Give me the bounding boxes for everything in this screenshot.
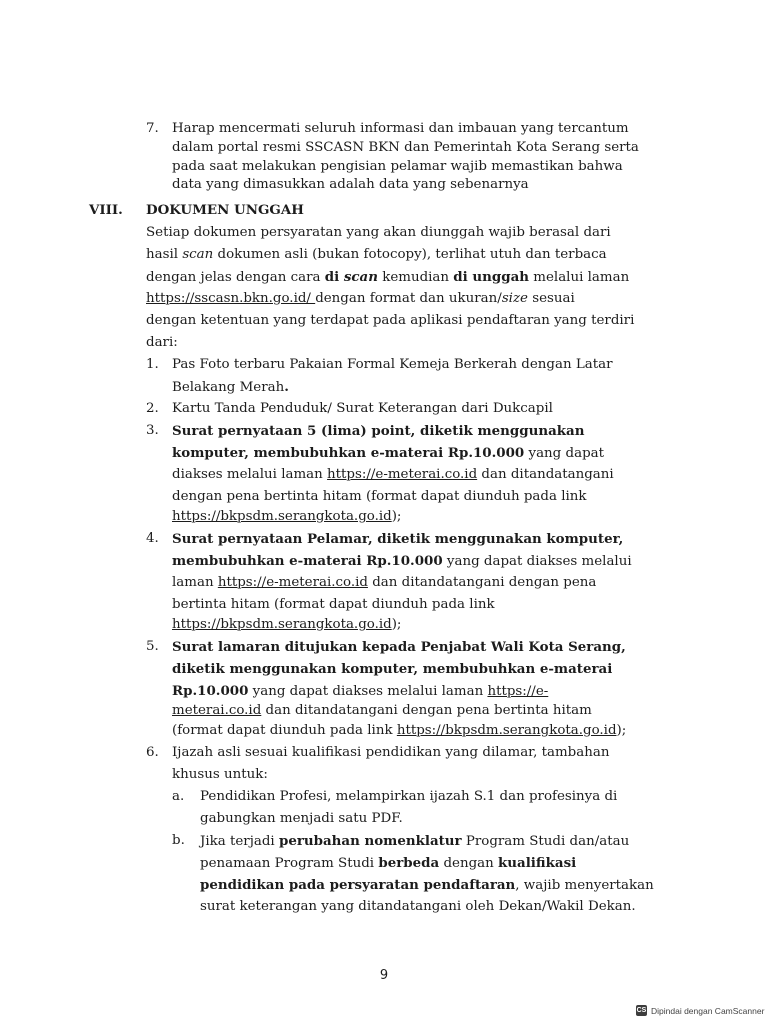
item-line: Ijazah asli sesuai kualifikasi pendidikan yang dilamar, tambahan bbox=[172, 745, 610, 760]
item-line: Kartu Tanda Penduduk/ Surat Keterangan dari Dukcapil bbox=[172, 401, 553, 416]
bkpsdm-link[interactable]: https://bkpsdm.serangkota.go.id bbox=[172, 509, 392, 524]
item-line: Surat pernyataan Pelamar, diketik menggunakan komputer, bbox=[172, 531, 624, 547]
item-number: 7. bbox=[146, 121, 159, 136]
item-line: Pas Foto terbaru Pakaian Formal Kemeja Berkerah dengan Latar bbox=[172, 357, 613, 372]
item-line: Rp.10.000 yang dapat diakses melalui laman https://e- bbox=[172, 683, 549, 699]
paragraph-line: https://sscasn.bkn.go.id/ dengan format dan ukuran/size sesuai bbox=[146, 291, 575, 306]
paragraph-line: dengan ketentuan yang terdapat pada aplikasi pendaftaran yang terdiri bbox=[146, 313, 635, 328]
subitem-line: Jika terjadi perubahan nomenklatur Program Studi dan/atau bbox=[200, 833, 630, 849]
subitem-letter: b. bbox=[172, 833, 185, 848]
item-line: https://bkpsdm.serangkota.go.id); bbox=[172, 509, 402, 524]
item-line: laman https://e-meterai.co.id dan ditandatangani dengan pena bbox=[172, 575, 597, 590]
e-meterai-link-cont[interactable]: meterai.co.id bbox=[172, 703, 262, 718]
item-number: 6. bbox=[146, 745, 159, 760]
subitem-line: Pendidikan Profesi, melampirkan ijazah S.1 dan profesinya di bbox=[200, 789, 618, 804]
item-number: 5. bbox=[146, 639, 159, 654]
item-line: komputer, membubuhkan e-materai Rp.10.000 yang dapat bbox=[172, 445, 604, 461]
item-line: data yang dimasukkan adalah data yang sebenarnya bbox=[172, 177, 529, 192]
item-line: diakses melalui laman https://e-meterai.co.id dan ditandatangani bbox=[172, 467, 614, 482]
section-title: DOKUMEN UNGGAH bbox=[146, 202, 304, 218]
subitem-line: pendidikan pada persyaratan pendaftaran, wajib menyertakan bbox=[200, 877, 654, 893]
item-number: 1. bbox=[146, 357, 159, 372]
item-line: https://bkpsdm.serangkota.go.id); bbox=[172, 617, 402, 632]
subitem-line: surat keterangan yang ditandatangani oleh Dekan/Wakil Dekan. bbox=[200, 899, 636, 914]
item-number: 2. bbox=[146, 401, 159, 416]
item-line: Surat pernyataan 5 (lima) point, diketik menggunakan bbox=[172, 423, 585, 439]
item-line: dengan pena bertinta hitam (format dapat diunduh pada link bbox=[172, 489, 587, 504]
section-number: VIII. bbox=[89, 202, 123, 218]
item-line: dalam portal resmi SSCASN BKN dan Pemerintah Kota Serang serta bbox=[172, 140, 639, 155]
item-line: Belakang Merah. bbox=[172, 379, 289, 395]
item-line: diketik menggunakan komputer, membubuhkan e-materai bbox=[172, 661, 613, 677]
item-line: Harap mencermati seluruh informasi dan imbauan yang tercantum bbox=[172, 121, 629, 136]
e-meterai-link[interactable]: https://e- bbox=[487, 684, 549, 699]
item-line: membubuhkan e-materai Rp.10.000 yang dapat diakses melalui bbox=[172, 553, 632, 569]
page-number: 9 bbox=[379, 968, 389, 983]
sscasn-link[interactable]: https://sscasn.bkn.go.id/ bbox=[146, 291, 316, 306]
item-line: pada saat melakukan pengisian pelamar wajib memastikan bahwa bbox=[172, 159, 623, 174]
subitem-line: penamaan Program Studi berbeda dengan kualifikasi bbox=[200, 855, 577, 871]
item-number: 3. bbox=[146, 423, 159, 438]
item-line: bertinta hitam (format dapat diunduh pada link bbox=[172, 597, 495, 612]
e-meterai-link[interactable]: https://e-meterai.co.id bbox=[327, 467, 478, 482]
watermark-text: Dipindai dengan CamScanner bbox=[651, 1005, 765, 1016]
item-line: (format dapat diunduh pada link https://bkpsdm.serangkota.go.id); bbox=[172, 723, 627, 738]
subitem-letter: a. bbox=[172, 789, 185, 804]
e-meterai-link[interactable]: https://e-meterai.co.id bbox=[217, 575, 368, 590]
item-number: 4. bbox=[146, 531, 159, 546]
camscanner-icon: CS bbox=[636, 1007, 647, 1014]
paragraph-line: dengan jelas dengan cara di scan kemudian di unggah melalui laman bbox=[146, 269, 630, 285]
paragraph-line: dari: bbox=[146, 335, 178, 350]
bkpsdm-link[interactable]: https://bkpsdm.serangkota.go.id bbox=[172, 617, 392, 632]
paragraph-line: Setiap dokumen persyaratan yang akan diunggah wajib berasal dari bbox=[146, 225, 611, 240]
subitem-line: gabungkan menjadi satu PDF. bbox=[200, 811, 403, 826]
item-line: khusus untuk: bbox=[172, 767, 268, 782]
bkpsdm-link[interactable]: https://bkpsdm.serangkota.go.id bbox=[396, 723, 617, 738]
item-line: meterai.co.id dan ditandatangani dengan pena bertinta hitam bbox=[172, 703, 592, 718]
item-line: Surat lamaran ditujukan kepada Penjabat Wali Kota Serang, bbox=[172, 639, 626, 655]
scanner-watermark bbox=[636, 1005, 764, 1016]
paragraph-line: hasil scan dokumen asli (bukan fotocopy), terlihat utuh dan terbaca bbox=[146, 247, 607, 262]
